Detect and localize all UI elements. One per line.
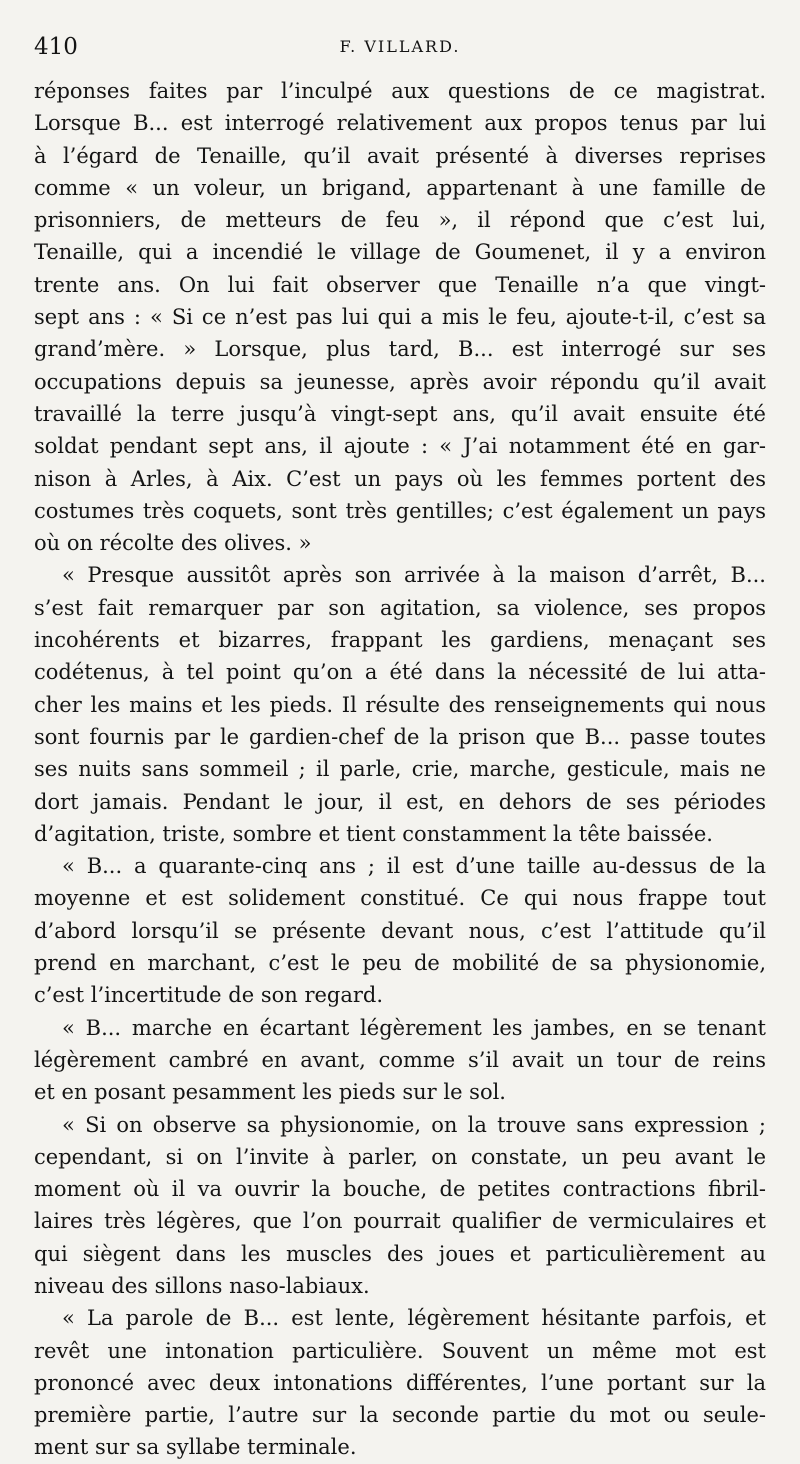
text-line: niveau des sillons naso-labiaux. (34, 1273, 370, 1298)
text-line: ses nuits sans sommeil ; il parle, crie, marche, gesticule, mais ne (34, 757, 766, 782)
text-line: sept ans : « Si ce n’est pas lui qui a mis le feu, ajoute-t-il, c’est sa (34, 305, 766, 330)
text-line: codétenus, à tel point qu’on a été dans la nécessité de lui atta- (34, 660, 766, 685)
text-line: prend en marchant, c’est le peu de mobilité de sa physionomie, (34, 951, 766, 976)
text-line: où on récolte des olives. » (34, 531, 312, 556)
text-line: laires très légères, que l’on pourrait qualifier de vermiculaires et (34, 1209, 766, 1234)
body-text (34, 75, 766, 1464)
text-line: prononcé avec deux intonations différentes, l’une portant sur la (34, 1370, 766, 1395)
text-line: ment sur sa syllabe terminale. (34, 1435, 357, 1460)
text-line: Lorsque B... est interrogé relativement aux propos tenus par lui (34, 111, 766, 136)
text-line: prisonniers, de metteurs de feu », il répond que c’est lui, (34, 208, 766, 233)
text-line: comme « un voleur, un brigand, appartenant à une famille de (34, 175, 766, 200)
text-line: « B... marche en écartant légèrement les jambes, en se tenant (62, 1015, 766, 1040)
text-line: « La parole de B... est lente, légèrement hésitante parfois, et (62, 1306, 766, 1331)
text-line: moment où il va ouvrir la bouche, de petites contractions fibril- (34, 1177, 766, 1202)
running-head (34, 34, 766, 64)
text-line: « Presque aussitôt après son arrivée à la maison d’arrêt, B... (62, 563, 766, 588)
text-line: légèrement cambré en avant, comme s’il avait un tour de reins (34, 1047, 766, 1072)
text-line: c’est l’incertitude de son regard. (34, 983, 384, 1008)
text-line: grand’mère. » Lorsque, plus tard, B... est interrogé sur ses (34, 337, 766, 362)
text-line: réponses faites par l’inculpé aux questions de ce magistrat. (34, 79, 766, 103)
text-line: « Si on observe sa physionomie, on la trouve sans expression ; (62, 1112, 766, 1137)
text-line: nison à Arles, à Aix. C’est un pays où les femmes portent des (34, 466, 766, 491)
text-line: cependant, si on l’invite à parler, on constate, un peu avant le (34, 1144, 766, 1169)
text-line: « B... a quarante-cinq ans ; il est d’une taille au-dessus de la (62, 854, 766, 879)
text-line: dort jamais. Pendant le jour, il est, en dehors de ses périodes (34, 789, 766, 814)
text-line: soldat pendant sept ans, il ajoute : « J’ai notamment été en gar- (34, 434, 766, 459)
running-title: F. VILLARD. (339, 37, 461, 56)
text-line: qui siègent dans les muscles des joues et particulièrement au (34, 1241, 766, 1266)
text-line: d’abord lorsqu’il se présente devant nous, c’est l’attitude qu’il (34, 918, 766, 943)
text-line: première partie, l’autre sur la seconde partie du mot ou seule- (34, 1403, 766, 1428)
text-line: cher les mains et les pieds. Il résulte des renseignements qui nous (34, 692, 766, 717)
text-line: costumes très coquets, sont très gentilles; c’est également un pays (34, 498, 766, 523)
text-line: moyenne et est solidement constitué. Ce qui nous frappe tout (34, 886, 766, 911)
text-line: revêt une intonation particulière. Souvent un même mot est (34, 1338, 766, 1363)
page-number: 410 (34, 34, 78, 60)
text-line: incohérents et bizarres, frappant les gardiens, menaçant ses (34, 628, 766, 653)
text-line: et en posant pesamment les pieds sur le sol. (34, 1080, 506, 1105)
text-line: d’agitation, triste, sombre et tient constamment la tête baissée. (34, 821, 713, 846)
text-line: trente ans. On lui fait observer que Tenaille n’a que vingt- (34, 272, 766, 297)
text-line: occupations depuis sa jeunesse, après avoir répondu qu’il avait (34, 369, 766, 394)
text-line: Tenaille, qui a incendié le village de Goumenet, il y a environ (34, 240, 766, 265)
text-line: travaillé la terre jusqu’à vingt-sept ans, qu’il avait ensuite été (34, 401, 766, 426)
text-line: à l’égard de Tenaille, qu’il avait présenté à diverses reprises (34, 143, 766, 168)
text-line: s’est fait remarquer par son agitation, sa violence, ses propos (34, 595, 766, 620)
text-line: sont fournis par le gardien-chef de la prison que B... passe toutes (34, 724, 766, 749)
